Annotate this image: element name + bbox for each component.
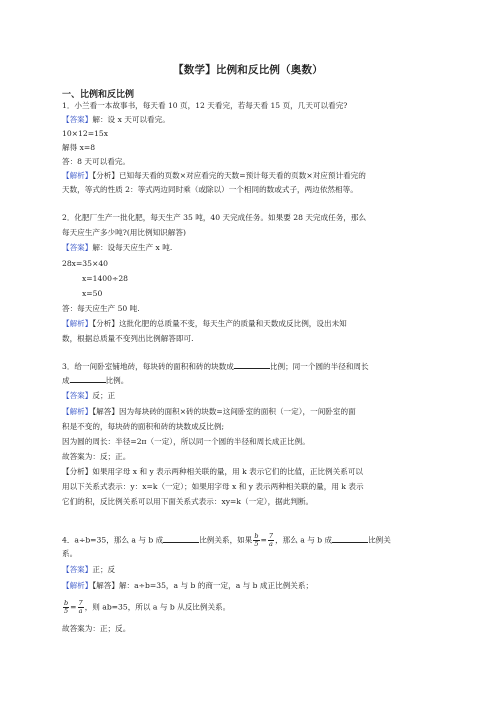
q1-equation: 10×12=15x (62, 129, 108, 138)
q3-answer: 【答案】反；正 (62, 391, 116, 400)
answer-blank (332, 535, 368, 543)
section-heading: 一、比例和反比例 (62, 90, 135, 100)
q1-question: 1．小兰看一本故事书，每天看 10 页，12 天看完，若每天看 15 页，几天可以看完? (62, 101, 348, 110)
fraction: $\frac{b}{5}$ (64, 599, 69, 615)
q4-analysis-cont: $\frac{b}{5}$ = $\frac{7}{a}$ ，则 ab=35，所以 a 与 b 从反比例关系。 (64, 599, 231, 615)
q4-question-cont: 系。 (62, 549, 78, 558)
fraction: $\frac{7}{a}$ (78, 599, 83, 615)
q3-analysis-cont: 故答案为：反；正。 (62, 452, 131, 461)
answer-blank (70, 375, 106, 383)
answer-tag: 【答案】 (62, 115, 93, 124)
q1-analysis: 【解析】【分析】已知每天看的页数×对应看完的天数=预计每天看的页数×对应预计看完的 (62, 171, 366, 180)
q4-question: 4．a÷b=35，那么 a 与 b 成 比例关系，如果 $\frac{b}{5}$ = $\frac{7}{a}$ ，那么 a 与 b 成 比例关 (62, 532, 391, 548)
q1-analysis-cont: 天数，等式的性质 2：等式两边同时乘（或除以）一个相同的数或式子，两边依然相等。 (62, 185, 358, 194)
answer-tag: 【答案】 (62, 243, 93, 252)
q3-analysis: 【解析】【解答】因为每块砖的面积×砖的块数=这间卧室的面积（一定），一间卧室的面 (62, 407, 356, 416)
q3-question: 3．给一间卧室铺地砖，每块砖的面积和砖的块数成 比例；同一个圆的半径和周长 (62, 362, 369, 371)
fraction: $\frac{7}{a}$ (268, 532, 274, 548)
analysis-tag: 【解析】 (62, 319, 93, 328)
q2-answer: 【答案】解：设每天应生产 x 吨. (62, 243, 173, 252)
q4-analysis-cont: 故答案为：正；反。 (62, 624, 131, 633)
q2-step: x=1400÷28 (82, 274, 128, 283)
q2-equation: 28x=35×40 (62, 259, 108, 268)
q3-analysis-cont: 积是不变的，每块砖的面积和砖的块数成反比例; (62, 422, 225, 431)
q1-solution: 解得 x=8 (62, 143, 96, 152)
analysis-tag: 【解析】 (62, 407, 93, 416)
answer-tag: 【答案】 (62, 391, 93, 400)
q2-result: 答：每天应生产 50 吨. (62, 304, 140, 313)
q4-answer: 【答案】正；反 (62, 565, 116, 574)
answer-tag: 【答案】 (62, 565, 93, 574)
q2-question: 2．化肥厂生产一批化肥，每天生产 35 吨，40 天完成任务。如果要 28 天完成任务，那么 (62, 213, 367, 222)
q2-step: x=50 (82, 289, 103, 298)
q3-analysis-cont: 它们的积，反比例关系可以用下面关系式表示：xy=k（一定），据此判断。 (62, 497, 314, 506)
q2-question-cont: 每天应生产多少吨?(用比例知识解答) (62, 228, 186, 237)
answer-blank (234, 361, 270, 369)
q3-analysis-cont: 用以下关系式表示：y：x=k（一定）；如果用字母 x 和 y 表示两种相关联的量，用 k 表示 (62, 482, 364, 491)
q2-analysis-cont: 数，根据总质量不变列出比例解答即可. (62, 334, 194, 343)
q3-question-cont: 成 比例。 (62, 376, 129, 385)
answer-blank (163, 535, 199, 543)
analysis-tag: 【解析】 (62, 171, 93, 180)
analysis-tag: 【解析】 (62, 581, 93, 590)
fraction: $\frac{b}{5}$ (254, 532, 259, 548)
q1-answer: 【答案】解：设 x 天可以看完。 (62, 115, 170, 124)
q3-analysis-cont: 因为圆的周长：半径=2π（一定），所以同一个圆的半径和周长成正比例。 (62, 437, 310, 446)
q2-analysis: 【解析】【分析】这批化肥的总质量不变，每天生产的质量和天数成反比例，设出未知 (62, 319, 347, 328)
page-title: 【数学】比例和反比例（奥数） (173, 64, 323, 76)
q4-analysis: 【解析】【解答】解：a÷b=35，a 与 b 的商一定，a 与 b 成正比例关系； (62, 581, 314, 590)
q3-analysis-cont: 【分析】如果用字母 x 和 y 表示两种相关联的量，用 k 表示它们的比值，正比例关系可以 (62, 467, 364, 476)
q1-result: 答：8 天可以看完。 (62, 157, 130, 166)
